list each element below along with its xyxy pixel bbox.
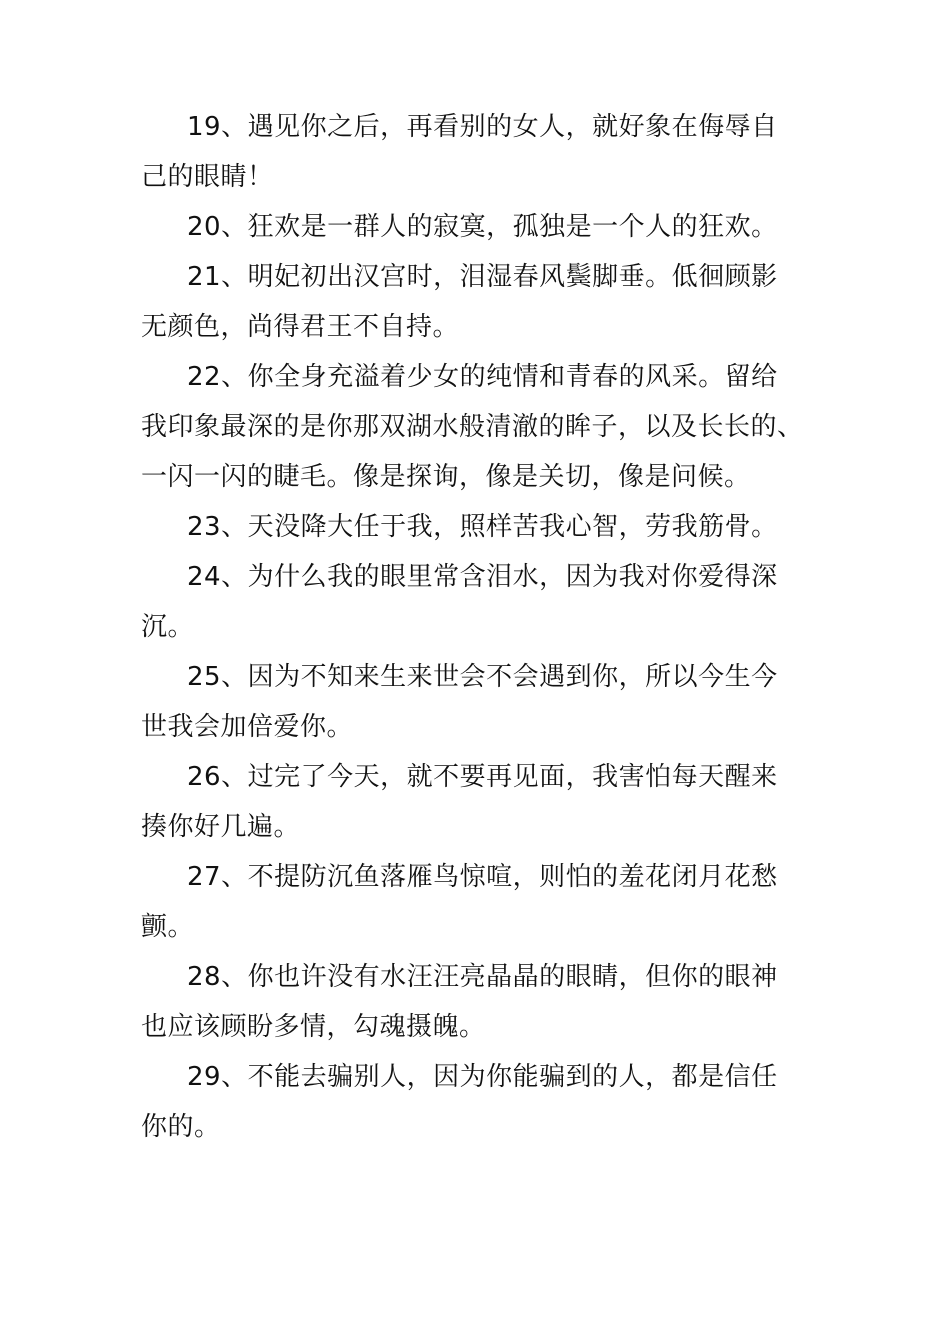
paragraph-28-line-1: 28、你也许没有水汪汪亮晶晶的眼睛，但你的眼神	[187, 962, 778, 992]
paragraph-23-line-1: 23、天没降大任于我，照样苦我心智，劳我筋骨。	[187, 512, 778, 542]
paragraph-26-line-2: 揍你好几遍。	[141, 812, 301, 842]
paragraph-20-line-1: 20、狂欢是一群人的寂寞，孤独是一个人的狂欢。	[187, 212, 778, 242]
paragraph-21-line-2: 无颜色，尚得君王不自持。	[141, 312, 460, 342]
paragraph-19-line-1: 19、遇见你之后，再看别的女人，就好象在侮辱自	[187, 112, 778, 142]
paragraph-22-line-2: 我印象最深的是你那双湖水般清澈的眸子，以及长长的、	[141, 412, 804, 442]
paragraph-27-line-1: 27、不提防沉鱼落雁鸟惊喧，则怕的羞花闭月花愁	[187, 862, 778, 892]
paragraph-22-line-1: 22、你全身充溢着少女的纯情和青春的风采。留给	[187, 362, 778, 392]
paragraph-19-line-2: 己的眼睛！	[141, 162, 274, 192]
paragraph-28-line-2: 也应该顾盼多情，勾魂摄魄。	[141, 1012, 486, 1042]
paragraph-24-line-1: 24、为什么我的眼里常含泪水，因为我对你爱得深	[187, 562, 778, 592]
paragraph-22-line-3: 一闪一闪的睫毛。像是探询，像是关切，像是问候。	[141, 462, 751, 492]
paragraph-25-line-1: 25、因为不知来生来世会不会遇到你，所以今生今	[187, 662, 778, 692]
paragraph-27-line-2: 颤。	[141, 912, 195, 942]
paragraph-24-line-2: 沉。	[141, 612, 195, 642]
paragraph-25-line-2: 世我会加倍爱你。	[141, 712, 354, 742]
paragraph-29-line-2: 你的。	[141, 1112, 221, 1142]
paragraph-26-line-1: 26、过完了今天，就不要再见面，我害怕每天醒来	[187, 762, 778, 792]
paragraph-29-line-1: 29、不能去骗别人，因为你能骗到的人，都是信任	[187, 1062, 778, 1092]
paragraph-21-line-1: 21、明妃初出汉宫时，泪湿春风鬓脚垂。低徊顾影	[187, 262, 778, 292]
